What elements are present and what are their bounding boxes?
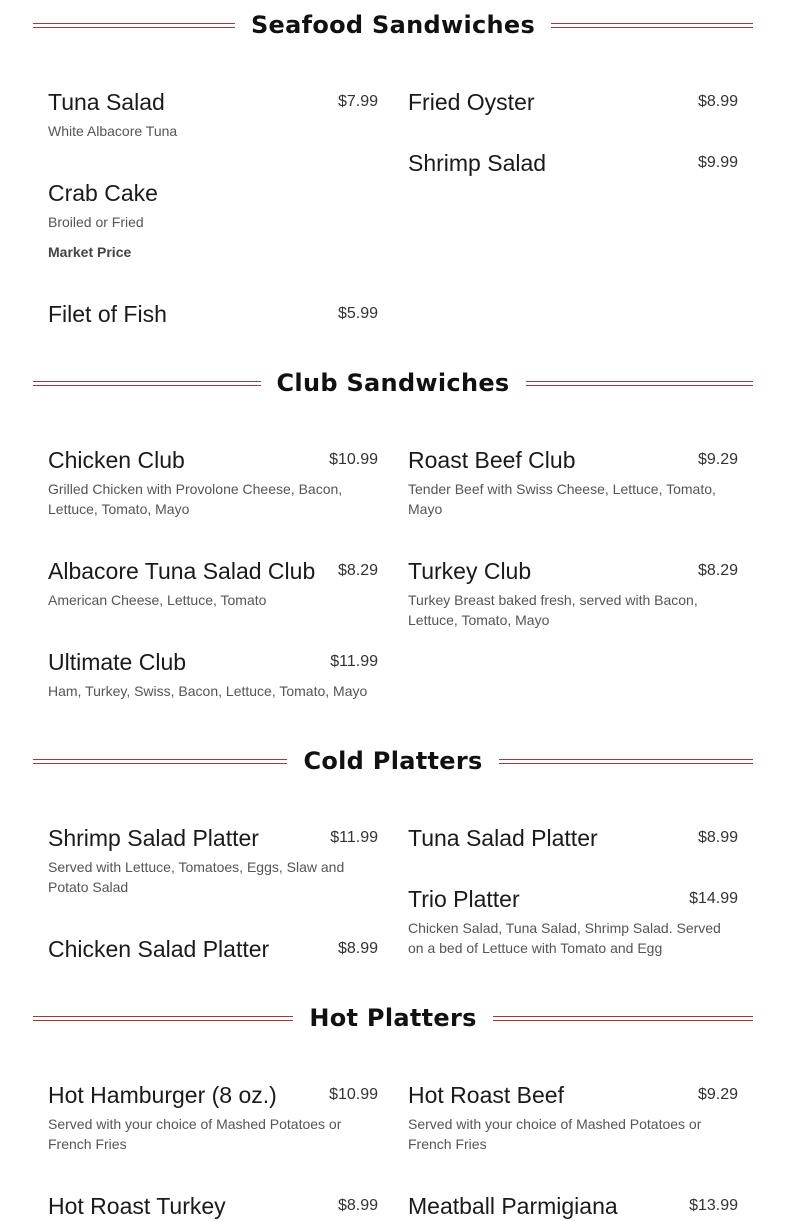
club-left-column-2: [48, 557, 378, 610]
item-name: Trio Platter: [408, 886, 520, 912]
menu-item-fried-oyster: [408, 88, 738, 116]
menu-item-roast-beef-club: [408, 446, 738, 519]
item-price: $8.99: [337, 940, 378, 957]
item-price: $14.99: [689, 890, 738, 907]
item-description: Tender Beef with Swiss Cheese, Lettuce, Tomato, Mayo: [408, 481, 716, 517]
section-header-hot-platters: [33, 998, 753, 1038]
menu-item-trio-platter: [408, 885, 738, 958]
hot-right-column-2: [408, 1192, 738, 1220]
club-right-column-2: [408, 557, 738, 630]
item-price: $9.29: [697, 451, 738, 468]
cold-right-column: [408, 824, 738, 852]
menu-item-hot-hamburger: [48, 1081, 378, 1154]
item-description: Served with your choice of Mashed Potatoes or French Fries: [48, 1116, 342, 1152]
item-price: $10.99: [329, 451, 378, 468]
divider-right: [499, 759, 753, 764]
item-description: Served with Lettuce, Tomatoes, Eggs, Slaw and Potato Salad: [48, 859, 345, 895]
cold-right-column-2: [408, 885, 738, 958]
menu-item-chicken-club: [48, 446, 378, 519]
menu-item-shrimp-salad-platter: [48, 824, 378, 897]
section-header-seafood-sandwiches: [33, 5, 753, 45]
menu-item-albacore-tuna-salad-club: [48, 557, 378, 610]
divider-left: [33, 23, 235, 28]
item-market-price: Market Price: [48, 244, 132, 260]
seafood-left-column-3: [48, 300, 378, 328]
menu-item-ultimate-club: [48, 648, 378, 701]
item-price: $8.29: [337, 562, 378, 579]
item-price: $11.99: [330, 653, 378, 670]
menu-item-filet-of-fish: [48, 300, 378, 328]
item-name: Albacore Tuna Salad Club: [48, 558, 316, 584]
item-name: Tuna Salad: [48, 89, 165, 115]
item-name: Hot Roast Beef: [408, 1082, 564, 1108]
section-title: Cold Platters: [303, 747, 483, 775]
club-left-column-3: [48, 648, 378, 701]
hot-right-column: [408, 1081, 738, 1154]
section-title: Club Sandwiches: [276, 369, 510, 397]
divider-right: [551, 23, 753, 28]
menu-item-shrimp-salad: [408, 149, 738, 177]
divider-left: [33, 381, 261, 386]
item-name: Roast Beef Club: [408, 447, 576, 473]
section-header-cold-platters: [33, 741, 753, 781]
item-price: $8.99: [697, 829, 738, 846]
menu-item-chicken-salad-platter: [48, 935, 378, 963]
section-title: Hot Platters: [309, 1004, 477, 1032]
cold-left-column: [48, 824, 378, 897]
menu-item-hot-roast-turkey: [48, 1192, 378, 1220]
club-left-column: [48, 446, 378, 519]
item-price: $10.99: [329, 1086, 378, 1103]
seafood-left-column-2: [48, 179, 378, 262]
item-description: White Albacore Tuna: [48, 123, 178, 139]
item-description: Served with your choice of Mashed Potatoes or French Fries: [408, 1116, 702, 1152]
item-name: Shrimp Salad: [408, 150, 547, 176]
item-price: $8.29: [697, 562, 738, 579]
item-description: Chicken Salad, Tuna Salad, Shrimp Salad. Served on a bed of Lettuce with Tomato and Egg: [408, 920, 721, 956]
menu-item-turkey-club: [408, 557, 738, 630]
item-price: $13.99: [689, 1197, 738, 1214]
seafood-right-column: [408, 88, 738, 116]
item-description: Ham, Turkey, Swiss, Bacon, Lettuce, Tomato, Mayo: [48, 683, 368, 699]
item-name: Filet of Fish: [48, 301, 167, 327]
divider-right: [493, 1016, 753, 1021]
divider-left: [33, 759, 287, 764]
menu-item-crab-cake: [48, 179, 378, 262]
item-name: Fried Oyster: [408, 89, 535, 115]
item-price: $5.99: [337, 305, 378, 322]
menu-item-tuna-salad-platter: [408, 824, 738, 852]
seafood-left-column: [48, 88, 378, 141]
cold-left-column-2: [48, 935, 378, 963]
item-name: Ultimate Club: [48, 649, 187, 675]
item-description: Turkey Breast baked fresh, served with Bacon, Lettuce, Tomato, Mayo: [408, 592, 698, 628]
item-price: $11.99: [330, 829, 378, 846]
item-description: American Cheese, Lettuce, Tomato: [48, 592, 267, 608]
item-name: Hot Hamburger (8 oz.): [48, 1082, 277, 1108]
item-name: Turkey Club: [408, 558, 532, 584]
seafood-right-column-2: [408, 149, 738, 177]
item-price: $8.99: [337, 1197, 378, 1214]
divider-left: [33, 1016, 293, 1021]
menu-item-hot-roast-beef: [408, 1081, 738, 1154]
item-name: Tuna Salad Platter: [408, 825, 598, 851]
item-description: Broiled or Fried: [48, 214, 144, 230]
item-price: $8.99: [697, 93, 738, 110]
item-name: Shrimp Salad Platter: [48, 825, 259, 851]
section-title: Seafood Sandwiches: [250, 11, 536, 39]
club-right-column: [408, 446, 738, 519]
item-description: Grilled Chicken with Provolone Cheese, Bacon, Lettuce, Tomato, Mayo: [48, 481, 343, 517]
hot-left-column-2: [48, 1192, 378, 1220]
item-name: Chicken Club: [48, 447, 185, 473]
section-header-club-sandwiches: [33, 363, 753, 403]
item-name: Hot Roast Turkey: [48, 1193, 226, 1219]
item-name: Meatball Parmigiana: [408, 1193, 618, 1219]
item-name: Crab Cake: [48, 180, 158, 206]
item-price: $9.29: [697, 1086, 738, 1103]
menu-item-meatball-parmigiana: [408, 1192, 738, 1220]
menu-item-tuna-salad: [48, 88, 378, 141]
item-name: Chicken Salad Platter: [48, 936, 270, 962]
item-price: $9.99: [697, 154, 738, 171]
hot-left-column: [48, 1081, 378, 1154]
divider-right: [526, 381, 754, 386]
item-price: $7.99: [337, 93, 378, 110]
